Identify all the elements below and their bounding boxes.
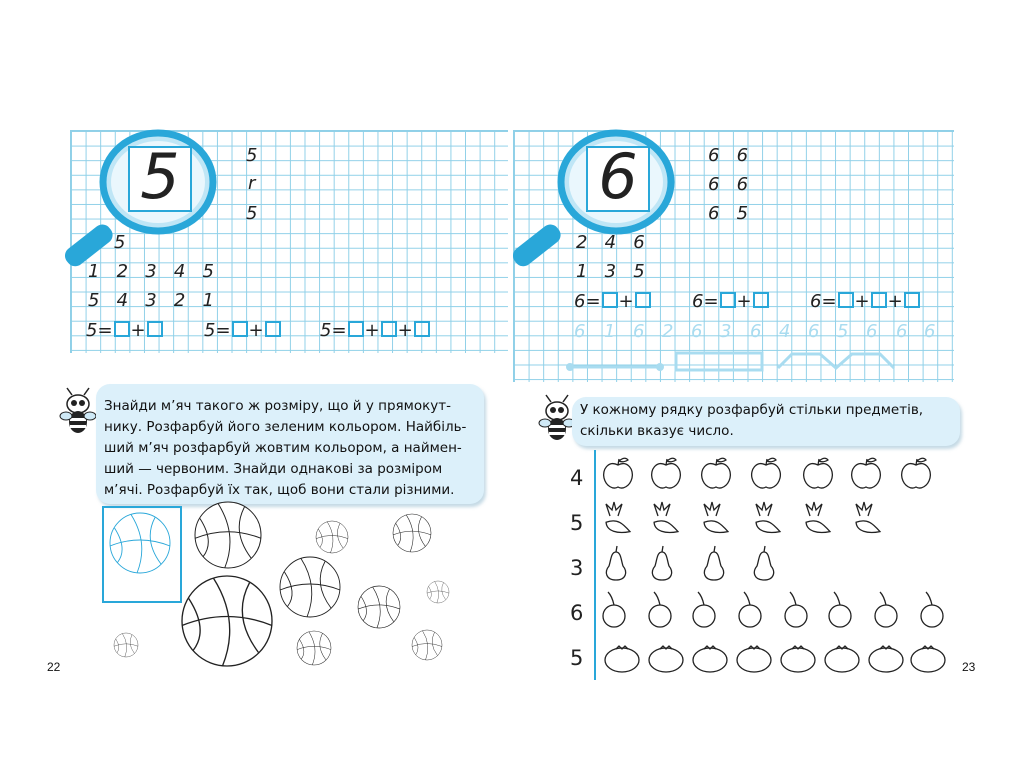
- bee-icon: [58, 386, 98, 442]
- equation: 5= +: [86, 321, 164, 341]
- trace-digit: 6: [896, 321, 908, 342]
- trace-row: [574, 321, 954, 345]
- trace-digit: 6: [633, 321, 645, 342]
- page-number: 23: [962, 660, 976, 674]
- practice-row: r: [248, 173, 256, 194]
- practice-row: 5: [246, 145, 258, 166]
- instruction-text: Знайди м’яч такого ж розміру, що й у прямокут- нику. Розфарбуй його зеленим кольором. Найбіль- ший м’яч розфарбуй жовтим кольором, а наймен- ший — червоним. Знайди однакові за розміром м’ячі. Розфарбуй їх так, щоб вони стали різними.: [104, 398, 467, 498]
- bee-icon: [537, 393, 577, 449]
- count-divider: [594, 450, 596, 680]
- big-digit: 5: [140, 140, 180, 213]
- practice-row: 5: [114, 232, 126, 253]
- trace-digit: 1: [604, 321, 616, 342]
- trace-digit: 6: [750, 321, 762, 342]
- row-count: 6: [570, 601, 584, 625]
- practice-row: 5 4 3 2 1: [88, 290, 214, 311]
- row-count: 4: [570, 466, 584, 490]
- big-digit: 6: [598, 140, 638, 213]
- equation: 6= +: [692, 292, 770, 312]
- trace-digit: 3: [720, 321, 732, 342]
- trace-digit: 5: [837, 321, 849, 342]
- trace-digit: 6: [866, 321, 878, 342]
- instruction-bubble: [96, 384, 484, 504]
- practice-row: 6 5: [708, 203, 749, 224]
- page-number: 22: [47, 660, 61, 674]
- practice-row: 2 4 6: [576, 232, 645, 253]
- equation: 6= +: [574, 292, 652, 312]
- trace-digit: 6: [808, 321, 820, 342]
- instruction-text: У кожному рядку розфарбуй стільки предметів, скільки вказує число.: [580, 402, 924, 439]
- practice-row: 1 2 3 4 5: [88, 261, 214, 282]
- practice-row: 5: [246, 203, 258, 224]
- trace-shapes: [560, 350, 900, 376]
- trace-digit: 6: [574, 321, 586, 342]
- row-count: 3: [570, 556, 584, 580]
- practice-row: 1 3 5: [576, 261, 645, 282]
- row-count: 5: [570, 646, 584, 670]
- row-count: 5: [570, 511, 584, 535]
- trace-digit: 2: [662, 321, 674, 342]
- instruction-bubble: [572, 397, 960, 446]
- balls-area: [100, 495, 470, 680]
- trace-digit: 6: [924, 321, 936, 342]
- equation: 5= +: [204, 321, 282, 341]
- equation: 6= + +: [810, 292, 921, 312]
- trace-digit: 4: [779, 321, 791, 342]
- practice-row: 6 6: [708, 145, 749, 166]
- trace-digit: 6: [691, 321, 703, 342]
- practice-row: 6 6: [708, 174, 749, 195]
- equation: 5= + +: [320, 321, 431, 341]
- fruit-rows: [600, 452, 950, 682]
